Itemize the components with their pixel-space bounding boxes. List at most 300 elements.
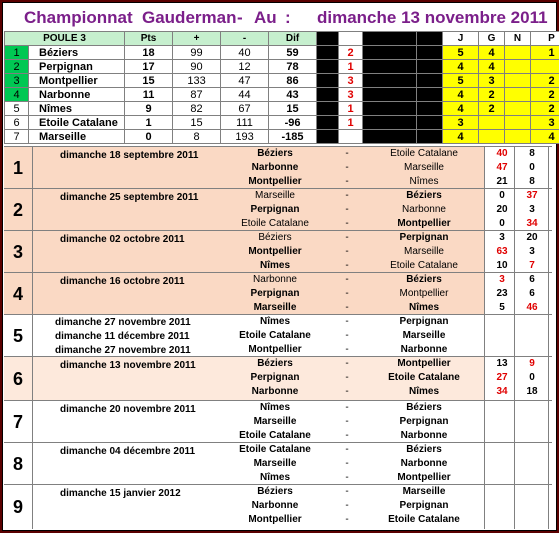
title-gauderman: Gauderman	[142, 8, 237, 27]
score-divider	[514, 273, 515, 315]
round-date: dimanche 13 novembre 2011	[60, 360, 196, 371]
round-number: 7	[4, 401, 33, 443]
score-divider	[548, 147, 549, 189]
match-home-score: 10	[496, 260, 508, 271]
ranking-black-cell	[317, 46, 339, 60]
ranking-points: 18	[125, 46, 173, 60]
match-sep: -	[345, 386, 349, 397]
header-plus: +	[173, 32, 221, 46]
match-row	[220, 148, 484, 162]
match-row	[220, 190, 484, 204]
ranking-black-cell	[417, 116, 443, 130]
ranking-position: 1	[5, 46, 29, 60]
match-away: Montpellier	[397, 358, 451, 369]
match-away: Nîmes	[408, 302, 439, 313]
header-black-cell	[363, 32, 417, 46]
ranking-lost: 4	[531, 130, 559, 144]
ranking-black-cell	[417, 130, 443, 144]
ranking-played: 4	[443, 88, 479, 102]
title-colon: :	[285, 8, 291, 27]
match-away: Marseille	[402, 330, 446, 341]
ranking-won: 2	[479, 88, 505, 102]
match-home-score: 20	[496, 204, 508, 215]
ranking-position: 7	[5, 130, 29, 144]
match-away-score: 20	[526, 232, 538, 243]
match-home-score	[490, 444, 514, 458]
match-home-score: 3	[499, 232, 505, 243]
round-4	[4, 272, 552, 315]
ranking-points: 11	[125, 88, 173, 102]
round-2	[4, 188, 552, 231]
header-group: POULE 3	[5, 32, 125, 46]
ranking-points-for: 90	[173, 60, 221, 74]
match-home-score: 3	[499, 274, 505, 285]
ranking-lost: 2	[531, 102, 559, 116]
title-championship: Championnat	[24, 8, 133, 27]
match-away: Etoile Catalane	[390, 148, 458, 159]
match-home-score	[490, 316, 514, 330]
ranking-points-for: 82	[173, 102, 221, 116]
ranking-drawn	[505, 46, 531, 60]
score-divider	[514, 315, 515, 357]
ranking-team: Perpignan	[29, 60, 125, 74]
ranking-won: 4	[479, 46, 505, 60]
match-sep: -	[345, 232, 349, 243]
round-date: dimanche 20 novembre 2011	[60, 404, 196, 415]
match-home-score	[490, 330, 514, 344]
match-away: Narbonne	[400, 430, 448, 441]
match-away-score	[520, 316, 544, 330]
match-row	[220, 444, 484, 458]
match-home-score	[490, 402, 514, 416]
title-bar	[4, 4, 552, 30]
match-home-score	[490, 514, 514, 528]
ranking-points-for: 8	[173, 130, 221, 144]
round-number: 3	[4, 231, 33, 273]
ranking-team: Nîmes	[29, 102, 125, 116]
score-divider	[514, 443, 515, 485]
round-dates	[33, 147, 221, 189]
score-divider	[514, 189, 515, 231]
ranking-difference: -185	[269, 130, 317, 144]
title-au: Au	[254, 8, 277, 27]
header-dif: Dif	[269, 32, 317, 46]
match-home: Nîmes	[259, 260, 290, 271]
round-5	[4, 314, 552, 357]
match-row	[220, 458, 484, 472]
match-home: Perpignan	[250, 372, 300, 383]
match-home: Narbonne	[251, 162, 299, 173]
match-sep: -	[345, 444, 349, 455]
match-away-score: 8	[529, 148, 535, 159]
match-away: Etoile Catalane	[388, 372, 460, 383]
match-sep: -	[345, 246, 349, 257]
match-home: Perpignan	[250, 204, 300, 215]
round-dates	[33, 485, 221, 529]
match-home-score	[490, 416, 514, 430]
ranking-played: 4	[443, 130, 479, 144]
match-row	[220, 246, 484, 260]
ranking-played: 4	[443, 102, 479, 116]
score-divider	[514, 357, 515, 401]
ranking-points-for: 133	[173, 74, 221, 88]
match-sep: -	[345, 500, 349, 511]
ranking-position: 6	[5, 116, 29, 130]
round-number: 9	[4, 485, 33, 529]
round-date: dimanche 27 novembre 2011	[55, 345, 191, 356]
ranking-drawn	[505, 60, 531, 74]
score-divider	[548, 189, 549, 231]
score-divider	[548, 315, 549, 357]
match-away: Narbonne	[400, 458, 448, 469]
ranking-difference: 43	[269, 88, 317, 102]
match-away: Béziers	[406, 274, 442, 285]
match-away: Perpignan	[399, 416, 449, 427]
round-date: dimanche 25 septembre 2011	[60, 192, 199, 203]
ranking-row	[5, 74, 559, 88]
round-dates	[33, 231, 221, 273]
score-divider	[548, 231, 549, 273]
match-away: Marseille	[402, 486, 446, 497]
ranking-won	[479, 116, 505, 130]
match-home: Etoile Catalane	[241, 218, 309, 229]
ranking-points-against: 111	[221, 116, 269, 130]
round-dates	[33, 189, 221, 231]
match-row	[220, 274, 484, 288]
ranking-difference: 15	[269, 102, 317, 116]
ranking-row	[5, 46, 559, 60]
match-sep: -	[345, 430, 349, 441]
ranking-points: 0	[125, 130, 173, 144]
score-divider	[514, 485, 515, 529]
round-number: 4	[4, 273, 33, 315]
match-row	[220, 514, 484, 528]
match-sep: -	[345, 330, 349, 341]
round-1	[4, 146, 552, 189]
ranking-marker	[339, 130, 363, 144]
match-sep: -	[345, 472, 349, 483]
match-row	[220, 316, 484, 330]
match-home-score: 63	[496, 246, 508, 257]
match-away-score	[520, 514, 544, 528]
match-away-score: 18	[526, 386, 538, 397]
match-away: Béziers	[406, 444, 442, 455]
ranking-row	[5, 130, 559, 144]
ranking-black-cell	[363, 46, 417, 60]
match-row	[220, 372, 484, 386]
round-dates	[33, 401, 221, 443]
score-divider	[548, 443, 549, 485]
ranking-marker: 3	[339, 88, 363, 102]
match-home: Béziers	[257, 358, 293, 369]
header-black-cell	[317, 32, 339, 46]
match-home-score: 23	[496, 288, 508, 299]
ranking-difference: 59	[269, 46, 317, 60]
match-away: Narbonne	[402, 204, 446, 215]
match-row	[220, 500, 484, 514]
score-divider	[548, 401, 549, 443]
match-home: Béziers	[257, 148, 293, 159]
match-away: Montpellier	[397, 472, 451, 483]
match-away: Montpellier	[399, 288, 449, 299]
round-9	[4, 484, 552, 529]
match-away: Montpellier	[397, 218, 451, 229]
ranking-marker: 1	[339, 60, 363, 74]
match-home: Etoile Catalane	[239, 330, 311, 341]
match-sep: -	[345, 260, 349, 271]
ranking-played: 5	[443, 74, 479, 88]
match-away-score: 8	[529, 176, 535, 187]
match-home-score: 5	[499, 302, 505, 313]
ranking-position: 5	[5, 102, 29, 116]
title-date: dimanche 13 novembre 2011	[317, 8, 548, 27]
match-home: Montpellier	[248, 176, 302, 187]
match-away-score	[520, 486, 544, 500]
ranking-lost: 3	[531, 116, 559, 130]
match-away-score	[520, 458, 544, 472]
match-away-score: 7	[529, 260, 535, 271]
ranking-team: Béziers	[29, 46, 125, 60]
round-number: 5	[4, 315, 33, 357]
match-sep: -	[345, 486, 349, 497]
round-date: dimanche 18 septembre 2011	[60, 150, 199, 161]
match-home: Montpellier	[248, 246, 302, 257]
ranking-black-cell	[317, 88, 339, 102]
round-3	[4, 230, 552, 273]
match-sep: -	[345, 204, 349, 215]
match-away-score: 3	[529, 204, 535, 215]
ranking-position: 2	[5, 60, 29, 74]
round-number: 8	[4, 443, 33, 485]
match-sep: -	[345, 176, 349, 187]
match-away-score: 6	[529, 274, 535, 285]
ranking-drawn	[505, 88, 531, 102]
match-away-score	[520, 500, 544, 514]
match-away-score: 0	[529, 162, 535, 173]
ranking-black-cell	[417, 102, 443, 116]
ranking-black-cell	[317, 130, 339, 144]
match-home: Montpellier	[248, 344, 302, 355]
ranking-difference: -96	[269, 116, 317, 130]
ranking-won: 4	[479, 60, 505, 74]
match-home: Montpellier	[248, 514, 302, 525]
ranking-drawn	[505, 102, 531, 116]
match-away: Nîmes	[409, 176, 439, 187]
ranking-row	[5, 116, 559, 130]
ranking-lost: 2	[531, 88, 559, 102]
header-black-cell	[417, 32, 443, 46]
ranking-drawn	[505, 116, 531, 130]
match-home: Narbonne	[251, 386, 299, 397]
round-dates	[33, 273, 221, 315]
ranking-played: 4	[443, 60, 479, 74]
match-row	[220, 288, 484, 302]
ranking-row	[5, 60, 559, 74]
ranking-black-cell	[363, 60, 417, 74]
match-away: Marseille	[403, 246, 444, 257]
match-away: Béziers	[406, 402, 442, 413]
match-home-score: 47	[496, 162, 508, 173]
round-date: dimanche 15 janvier 2012	[60, 488, 181, 499]
ranking-black-cell	[317, 102, 339, 116]
match-sep: -	[345, 372, 349, 383]
ranking-team: Narbonne	[29, 88, 125, 102]
ranking-black-cell	[363, 130, 417, 144]
match-row	[220, 486, 484, 500]
score-divider	[548, 273, 549, 315]
header-p: P	[531, 32, 559, 46]
ranking-points-against: 47	[221, 74, 269, 88]
match-away-score: 9	[529, 358, 535, 369]
match-away-score: 3	[529, 246, 535, 257]
ranking-black-cell	[317, 60, 339, 74]
match-sep: -	[345, 302, 349, 313]
ranking-black-cell	[417, 74, 443, 88]
match-away: Marseille	[403, 162, 444, 173]
match-home: Nîmes	[259, 472, 290, 483]
match-home-score	[490, 500, 514, 514]
ranking-black-cell	[417, 60, 443, 74]
ranking-marker: 1	[339, 102, 363, 116]
match-sep: -	[345, 162, 349, 173]
header-pts: Pts	[125, 32, 173, 46]
match-away: Perpignan	[399, 316, 449, 327]
ranking-points: 17	[125, 60, 173, 74]
ranking-points-against: 44	[221, 88, 269, 102]
match-away-score	[520, 444, 544, 458]
ranking-points-against: 40	[221, 46, 269, 60]
match-sep: -	[345, 148, 349, 159]
ranking-lost	[531, 60, 559, 74]
match-home-score: 34	[496, 386, 508, 397]
score-divider	[548, 357, 549, 401]
match-home-score: 13	[496, 358, 508, 369]
ranking-black-cell	[363, 88, 417, 102]
title-dash: -	[237, 8, 243, 27]
ranking-points: 1	[125, 116, 173, 130]
score-divider	[514, 401, 515, 443]
ranking-black-cell	[363, 102, 417, 116]
match-home: Narbonne	[253, 274, 297, 285]
match-away-score: 46	[526, 302, 538, 313]
match-sep: -	[345, 344, 349, 355]
ranking-row	[5, 102, 559, 116]
match-sep: -	[345, 402, 349, 413]
round-date: dimanche 16 octobre 2011	[60, 276, 185, 287]
header-blank-cell	[339, 32, 363, 46]
match-away-score: 37	[526, 190, 538, 201]
match-row	[220, 330, 484, 344]
match-row	[220, 402, 484, 416]
ranking-points-for: 15	[173, 116, 221, 130]
round-date: dimanche 02 octobre 2011	[60, 234, 185, 245]
ranking-drawn	[505, 74, 531, 88]
match-home: Etoile Catalane	[239, 444, 311, 455]
ranking-table	[4, 31, 559, 144]
ranking-points-against: 12	[221, 60, 269, 74]
match-sep: -	[345, 458, 349, 469]
ranking-difference: 86	[269, 74, 317, 88]
ranking-black-cell	[417, 88, 443, 102]
ranking-played: 3	[443, 116, 479, 130]
match-sep: -	[345, 288, 349, 299]
round-date: dimanche 04 décembre 2011	[60, 446, 196, 457]
ranking-points: 9	[125, 102, 173, 116]
ranking-points: 15	[125, 74, 173, 88]
header-n: N	[505, 32, 531, 46]
match-sep: -	[345, 416, 349, 427]
ranking-played: 5	[443, 46, 479, 60]
round-date: dimanche 11 décembre 2011	[55, 331, 190, 342]
round-number: 2	[4, 189, 33, 231]
match-row	[220, 204, 484, 218]
match-home: Marseille	[254, 190, 295, 201]
match-away: Perpignan	[399, 232, 449, 243]
header-minus: -	[221, 32, 269, 46]
round-dates	[33, 357, 221, 401]
ranking-marker: 1	[339, 116, 363, 130]
ranking-position: 4	[5, 88, 29, 102]
match-home: Béziers	[257, 486, 293, 497]
match-away-score	[520, 402, 544, 416]
match-home: Marseille	[253, 458, 297, 469]
match-home: Marseille	[253, 416, 297, 427]
ranking-lost: 2	[531, 74, 559, 88]
ranking-black-cell	[317, 74, 339, 88]
score-divider	[514, 231, 515, 273]
round-7	[4, 400, 552, 443]
match-row	[220, 162, 484, 176]
ranking-won: 2	[479, 102, 505, 116]
match-sep: -	[345, 218, 349, 229]
ranking-position: 3	[5, 74, 29, 88]
match-home: Nîmes	[259, 402, 290, 413]
match-home: Etoile Catalane	[239, 430, 311, 441]
match-row	[220, 358, 484, 372]
match-home-score	[490, 486, 514, 500]
ranking-points-for: 99	[173, 46, 221, 60]
ranking-black-cell	[363, 116, 417, 130]
ranking-points-against: 67	[221, 102, 269, 116]
round-8	[4, 442, 552, 485]
ranking-lost: 1	[531, 46, 559, 60]
match-home: Perpignan	[250, 288, 300, 299]
round-6	[4, 356, 552, 401]
match-home: Nîmes	[259, 316, 290, 327]
match-away-score: 34	[526, 218, 538, 229]
ranking-team: Etoile Catalane	[29, 116, 125, 130]
match-home-score	[490, 458, 514, 472]
match-home-score: 21	[496, 176, 508, 187]
match-away: Narbonne	[400, 344, 448, 355]
match-home: Marseille	[253, 302, 297, 313]
match-away: Etoile Catalane	[388, 514, 460, 525]
ranking-won: 3	[479, 74, 505, 88]
ranking-points-for: 87	[173, 88, 221, 102]
ranking-team: Montpellier	[29, 74, 125, 88]
match-sep: -	[345, 358, 349, 369]
match-away: Perpignan	[399, 500, 449, 511]
ranking-row	[5, 88, 559, 102]
match-row	[220, 232, 484, 246]
ranking-drawn	[505, 130, 531, 144]
ranking-points-against: 193	[221, 130, 269, 144]
match-home: Narbonne	[251, 500, 299, 511]
round-dates	[33, 315, 221, 357]
ranking-won	[479, 130, 505, 144]
ranking-black-cell	[363, 74, 417, 88]
match-row	[220, 386, 484, 400]
